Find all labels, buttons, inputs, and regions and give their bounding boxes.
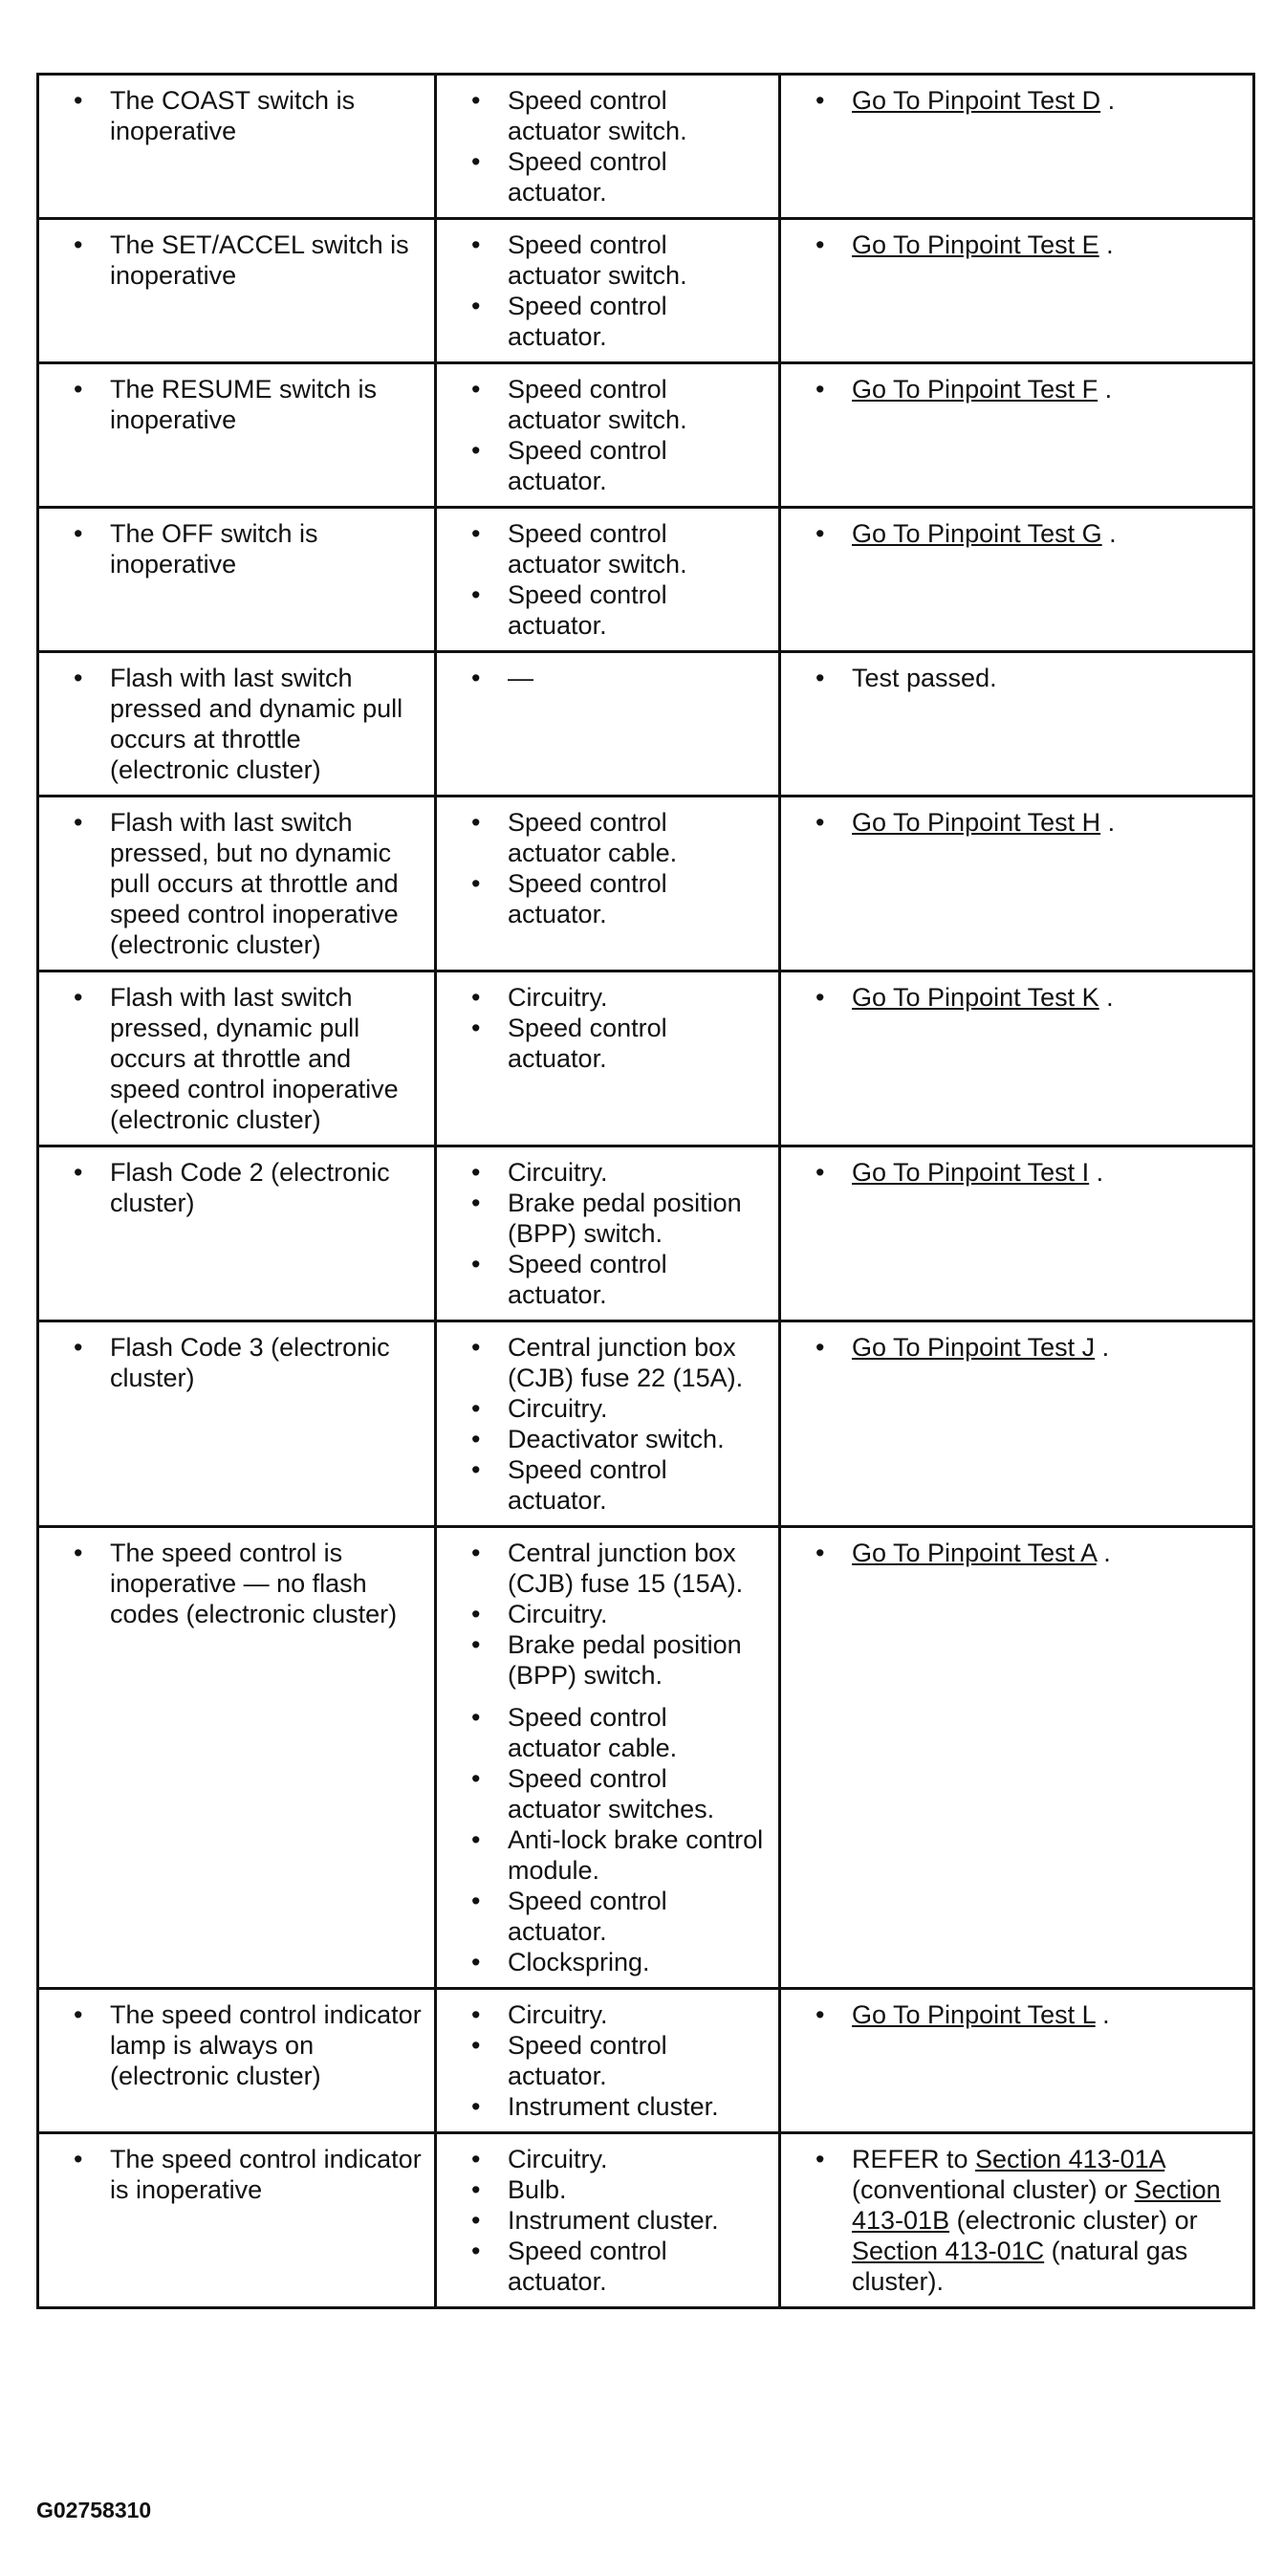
- symptom-cell: [38, 75, 436, 219]
- refer-text: (electronic cluster) or: [949, 2206, 1198, 2235]
- link-suffix: .: [1098, 230, 1114, 259]
- possible-source-item: • Instrument cluster.: [508, 2091, 767, 2122]
- symptom-text: • The OFF switch is inoperative: [110, 518, 423, 579]
- pinpoint-test-link[interactable]: Go To Pinpoint Test E: [852, 230, 1099, 259]
- symptom-text: • Flash Code 2 (electronic cluster): [110, 1157, 423, 1218]
- symptom-text: • The speed control indicator lamp is always on (electronic cluster): [110, 1999, 423, 2091]
- refer-text: REFER to: [852, 2145, 976, 2173]
- possible-source-item: • Bulb.: [508, 2174, 767, 2205]
- link-suffix: .: [1096, 1539, 1111, 1567]
- section-413-01a-link[interactable]: Section 413-01A: [975, 2145, 1165, 2173]
- table-row: [38, 363, 1254, 508]
- action-text: Test passed.: [852, 664, 997, 692]
- table-row: [38, 508, 1254, 652]
- section-413-01c-link[interactable]: Section 413-01C: [852, 2237, 1045, 2265]
- action-item: [852, 518, 1241, 549]
- possible-source-item: • Speed control actuator.: [508, 868, 767, 929]
- action-cell: [780, 75, 1254, 219]
- possible-source-item: • Speed control actuator.: [508, 291, 767, 352]
- link-suffix: .: [1098, 375, 1113, 404]
- link-suffix: .: [1098, 983, 1114, 1012]
- table-row: [38, 971, 1254, 1146]
- diagnosis-table: [36, 73, 1255, 2309]
- symptom-cell: [38, 797, 436, 971]
- refer-text: (natural gas cluster).: [852, 2237, 1188, 2296]
- possible-source-item: • Speed control actuator cable.: [508, 807, 767, 868]
- action-item: [852, 229, 1241, 260]
- possible-source-item: • Circuitry.: [508, 1393, 767, 1424]
- possible-source-item: • Speed control actuator switch.: [508, 374, 767, 435]
- possible-source-cell: [436, 652, 780, 797]
- action-cell: [780, 363, 1254, 508]
- possible-source-item: • Speed control actuator switches.: [508, 1763, 767, 1824]
- action-item: [852, 2144, 1241, 2297]
- possible-source-item: • Speed control actuator switch.: [508, 229, 767, 291]
- symptom-cell: [38, 1989, 436, 2133]
- symptom-cell: [38, 219, 436, 363]
- possible-source-item: • Speed control actuator.: [508, 1886, 767, 1947]
- pinpoint-test-link[interactable]: Go To Pinpoint Test L: [852, 2000, 1096, 2029]
- pinpoint-test-link[interactable]: Go To Pinpoint Test J: [852, 1333, 1096, 1362]
- table-row: [38, 1527, 1254, 1989]
- action-item: [852, 374, 1241, 404]
- possible-source-item: • Circuitry.: [508, 2144, 767, 2174]
- possible-source-item: • Deactivator switch.: [508, 1424, 767, 1454]
- pinpoint-test-link[interactable]: Go To Pinpoint Test D: [852, 86, 1101, 115]
- possible-source-item: • Speed control actuator switch.: [508, 85, 767, 146]
- table-row: [38, 75, 1254, 219]
- diagnosis-table-body: [38, 75, 1254, 2308]
- action-item: [852, 1157, 1241, 1188]
- action-cell: [780, 971, 1254, 1146]
- possible-source-cell: [436, 75, 780, 219]
- action-cell: [780, 219, 1254, 363]
- action-item: [852, 1538, 1241, 1568]
- possible-source-item: • Speed control actuator.: [508, 146, 767, 207]
- possible-source-item: • Circuitry.: [508, 1599, 767, 1629]
- possible-source-item: • Central junction box (CJB) fuse 22 (15A).: [508, 1332, 767, 1393]
- possible-source-item: • Speed control actuator cable.: [508, 1702, 767, 1763]
- symptom-cell: [38, 508, 436, 652]
- symptom-text: • The COAST switch is inoperative: [110, 85, 423, 146]
- action-cell: [780, 1989, 1254, 2133]
- action-cell: [780, 1527, 1254, 1989]
- table-row: [38, 1321, 1254, 1527]
- possible-source-cell: [436, 971, 780, 1146]
- possible-source-item: • Speed control actuator.: [508, 1454, 767, 1516]
- possible-source-item: • Brake pedal position (BPP) switch.: [508, 1629, 767, 1691]
- possible-source-item: • Speed control actuator.: [508, 435, 767, 496]
- link-suffix: .: [1095, 2000, 1110, 2029]
- symptom-text: • Flash with last switch pressed, dynamic pull occurs at throttle and speed control inoperative (electronic cluster): [110, 982, 423, 1135]
- symptom-cell: [38, 971, 436, 1146]
- pinpoint-test-link[interactable]: Go To Pinpoint Test K: [852, 983, 1099, 1012]
- link-suffix: .: [1100, 86, 1116, 115]
- action-cell: [780, 652, 1254, 797]
- symptom-text: • The SET/ACCEL switch is inoperative: [110, 229, 423, 291]
- symptom-text: • Flash with last switch pressed, but no dynamic pull occurs at throttle and speed control inoperative (electronic cluster): [110, 807, 423, 960]
- possible-source-item: • Speed control actuator.: [508, 579, 767, 641]
- possible-source-item: • Speed control actuator.: [508, 2236, 767, 2297]
- possible-source-item: • Brake pedal position (BPP) switch.: [508, 1188, 767, 1249]
- link-suffix: .: [1100, 808, 1116, 837]
- action-item: [852, 85, 1241, 116]
- action-item: [852, 982, 1241, 1013]
- pinpoint-test-link[interactable]: Go To Pinpoint Test F: [852, 375, 1098, 404]
- action-item: [852, 1332, 1241, 1363]
- symptom-text: • The speed control is inoperative — no flash codes (electronic cluster): [110, 1538, 423, 1629]
- symptom-text: • Flash Code 3 (electronic cluster): [110, 1332, 423, 1393]
- action-cell: [780, 508, 1254, 652]
- action-cell: [780, 2133, 1254, 2308]
- action-item: [852, 1999, 1241, 2030]
- symptom-cell: [38, 363, 436, 508]
- symptom-text: • Flash with last switch pressed and dynamic pull occurs at throttle (electronic cluster): [110, 663, 423, 785]
- possible-source-cell: [436, 508, 780, 652]
- table-row: [38, 2133, 1254, 2308]
- possible-source-item: • Central junction box (CJB) fuse 15 (15A).: [508, 1538, 767, 1599]
- pinpoint-test-link[interactable]: Go To Pinpoint Test A: [852, 1539, 1097, 1567]
- symptom-text: • The speed control indicator is inoperative: [110, 2144, 423, 2205]
- link-suffix: .: [1101, 519, 1117, 548]
- figure-id: G02758310: [36, 2498, 152, 2522]
- possible-source-cell: [436, 1527, 780, 1989]
- pinpoint-test-link[interactable]: Go To Pinpoint Test I: [852, 1158, 1090, 1187]
- possible-source-item: • Speed control actuator.: [508, 1249, 767, 1310]
- link-suffix: .: [1095, 1333, 1110, 1362]
- table-row: [38, 797, 1254, 971]
- possible-source-cell: [436, 363, 780, 508]
- pinpoint-test-link[interactable]: Go To Pinpoint Test H: [852, 808, 1101, 837]
- possible-source-item: • Circuitry.: [508, 982, 767, 1013]
- table-row: [38, 652, 1254, 797]
- possible-source-cell: [436, 2133, 780, 2308]
- possible-source-cell: [436, 797, 780, 971]
- section-413-01b-link[interactable]: Section 413-01B: [852, 2175, 1221, 2235]
- symptom-text: • The RESUME switch is inoperative: [110, 374, 423, 435]
- possible-source-item: • Circuitry.: [508, 1999, 767, 2030]
- possible-source-item: • —: [508, 663, 767, 693]
- possible-source-item: • Speed control actuator.: [508, 2030, 767, 2091]
- table-row: [38, 1146, 1254, 1321]
- possible-source-item: • Instrument cluster.: [508, 2205, 767, 2236]
- possible-source-cell: [436, 219, 780, 363]
- possible-source-cell: [436, 1989, 780, 2133]
- possible-source-cell: [436, 1146, 780, 1321]
- symptom-cell: [38, 1321, 436, 1527]
- action-cell: [780, 1321, 1254, 1527]
- pinpoint-test-link[interactable]: Go To Pinpoint Test G: [852, 519, 1102, 548]
- symptom-cell: [38, 2133, 436, 2308]
- possible-source-item: • Clockspring.: [508, 1947, 767, 1977]
- refer-text: (conventional cluster) or: [852, 2175, 1135, 2204]
- possible-source-item: • Speed control actuator.: [508, 1013, 767, 1074]
- possible-source-item: • Circuitry.: [508, 1157, 767, 1188]
- symptom-cell: [38, 1527, 436, 1989]
- symptom-cell: [38, 652, 436, 797]
- symptom-cell: [38, 1146, 436, 1321]
- action-item: [852, 807, 1241, 838]
- possible-source-item: • Speed control actuator switch.: [508, 518, 767, 579]
- possible-source-item: • Anti-lock brake control module.: [508, 1824, 767, 1886]
- action-cell: [780, 797, 1254, 971]
- table-row: [38, 219, 1254, 363]
- action-cell: [780, 1146, 1254, 1321]
- table-row: [38, 1989, 1254, 2133]
- possible-source-cell: [436, 1321, 780, 1527]
- action-item: [852, 663, 1241, 693]
- link-suffix: .: [1089, 1158, 1104, 1187]
